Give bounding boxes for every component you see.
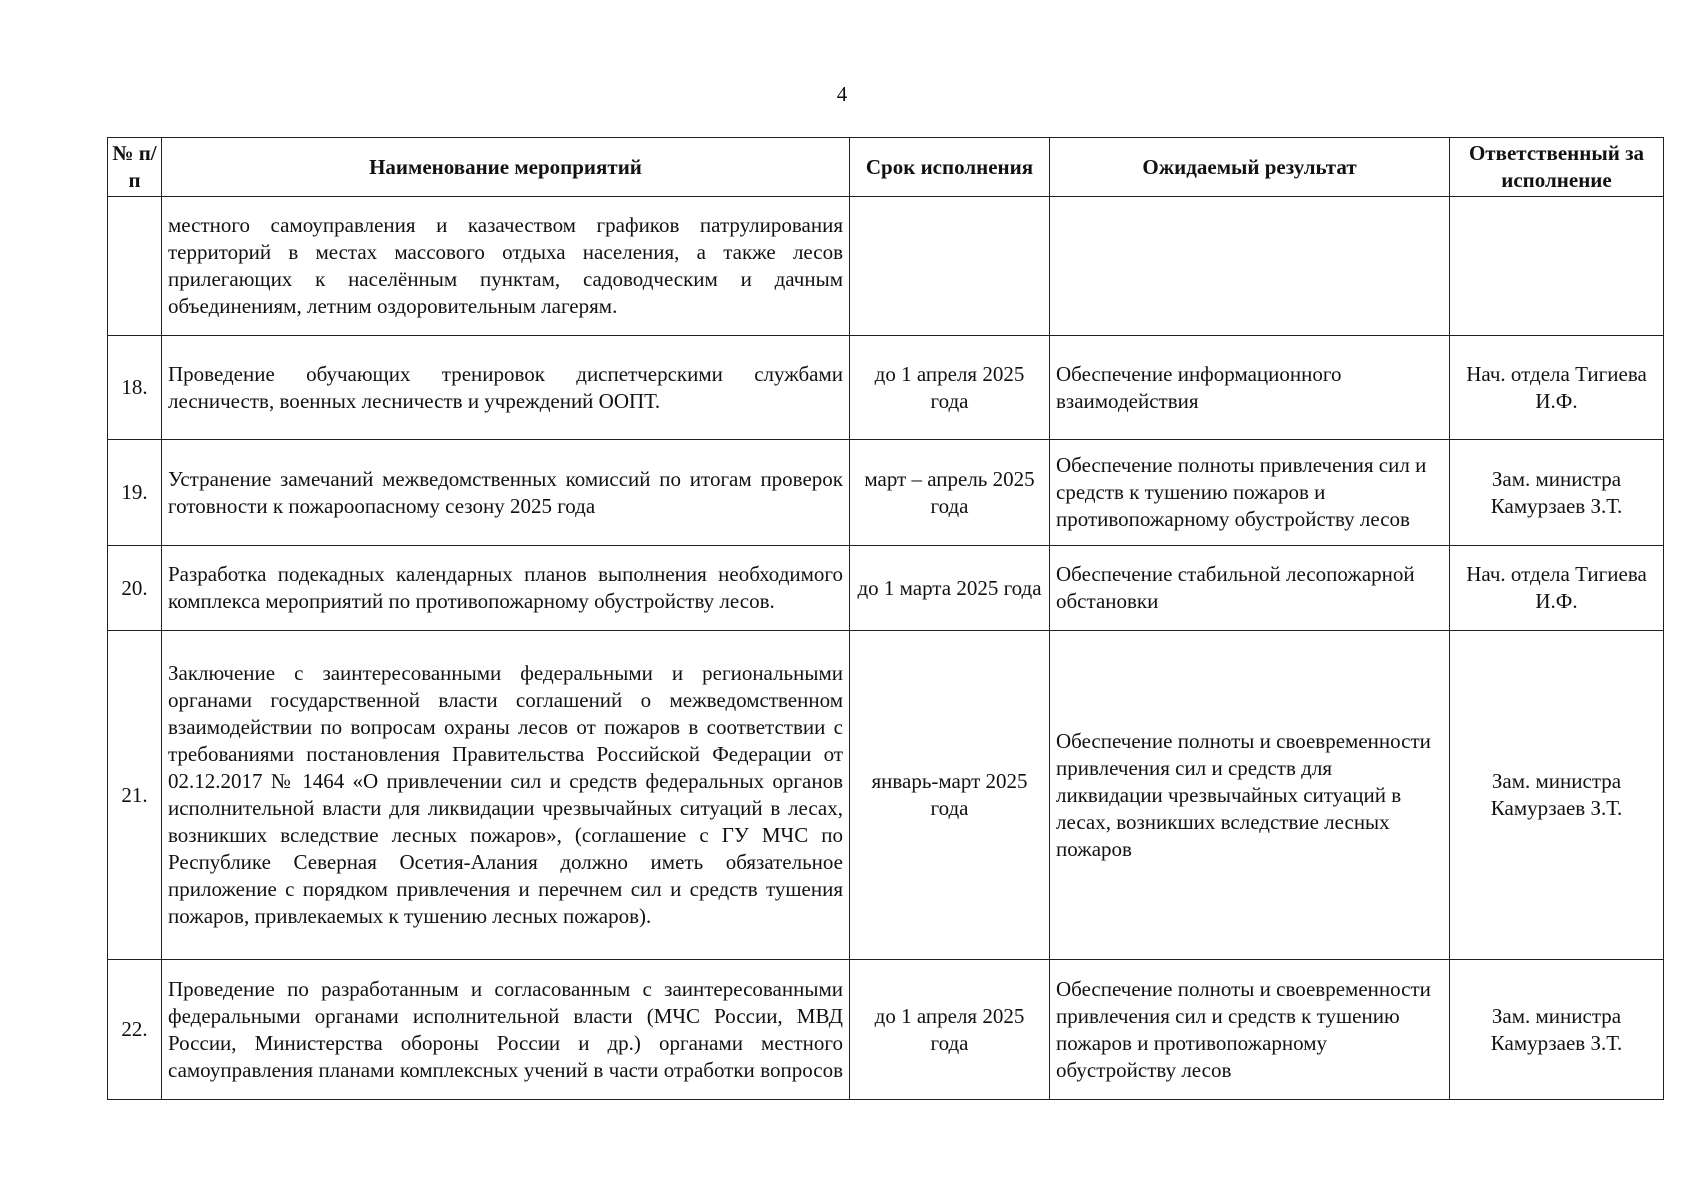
row-number: 21. <box>108 631 162 960</box>
event-result: Обеспечение информационного взаимодействия <box>1050 336 1450 440</box>
row-number <box>108 197 162 336</box>
event-result: Обеспечение полноты привлечения сил и средств к тушению пожаров и противопожарному обустройству лесов <box>1050 440 1450 546</box>
event-term: до 1 апреля 2025 года <box>850 336 1050 440</box>
table-row <box>108 546 1664 631</box>
table-row <box>108 631 1664 960</box>
event-responsible: Зам. министра Камурзаев З.Т. <box>1450 631 1664 960</box>
event-term: до 1 апреля 2025 года <box>850 960 1050 1100</box>
table-row <box>108 336 1664 440</box>
event-term <box>850 197 1050 336</box>
event-name: Разработка подекадных календарных планов выполнения необходимого комплекса мероприятий по противопожарному обустройству лесов. <box>162 546 850 631</box>
event-name: местного самоуправления и казачеством графиков патрулирования территорий в местах массового отдыха населения, а также лесов прилегающих к населённым пунктам, садоводческим и дачным объединениям, летним оздоровительным лагерям. <box>162 197 850 336</box>
header-num: № п/п <box>108 138 162 197</box>
row-number: 20. <box>108 546 162 631</box>
header-name: Наименование мероприятий <box>162 138 850 197</box>
header-term: Срок исполнения <box>850 138 1050 197</box>
table-row <box>108 197 1664 336</box>
events-table <box>107 137 1664 1100</box>
event-result: Обеспечение полноты и своевременности привлечения сил и средств к тушению пожаров и противопожарному обустройству лесов <box>1050 960 1450 1100</box>
event-result: Обеспечение стабильной лесопожарной обстановки <box>1050 546 1450 631</box>
row-number: 19. <box>108 440 162 546</box>
event-name: Устранение замечаний межведомственных комиссий по итогам проверок готовности к пожароопасному сезону 2025 года <box>162 440 850 546</box>
event-result <box>1050 197 1450 336</box>
event-term: январь-март 2025 года <box>850 631 1050 960</box>
event-responsible: Нач. отдела Тигиева И.Ф. <box>1450 546 1664 631</box>
event-responsible: Нач. отдела Тигиева И.Ф. <box>1450 336 1664 440</box>
row-number: 22. <box>108 960 162 1100</box>
event-name: Заключение с заинтересованными федеральными и региональными органами государственной власти соглашений о межведомственном взаимодействии по вопросам охраны лесов от пожаров в соответствии с требованиями постановления Правительства Российской Федерации от 02.12.2017 № 1464 «О привлечении сил и средств федеральных органов исполнительной власти для ликвидации чрезвычайных ситуаций в лесах, возникших вследствие лесных пожаров», (соглашение с ГУ МЧС по Республике Северная Осетия-Алания должно иметь обязательное приложение с порядком привлечения и перечнем сил и средств тушения пожаров, привлекаемых к тушению лесных пожаров). <box>162 631 850 960</box>
event-name: Проведение по разработанным и согласованным с заинтересованными федеральными органами исполнительной власти (МЧС России, МВД России, Министерства обороны России и др.) органами местного самоуправления планами комплексных учений в части отработки вопросов <box>162 960 850 1100</box>
header-result: Ожидаемый результат <box>1050 138 1450 197</box>
event-term: до 1 марта 2025 года <box>850 546 1050 631</box>
page-number: 4 <box>836 82 848 106</box>
header-responsible: Ответственный за исполнение <box>1450 138 1664 197</box>
row-number: 18. <box>108 336 162 440</box>
table-row <box>108 440 1664 546</box>
event-result: Обеспечение полноты и своевременности привлечения сил и средств для ликвидации чрезвычайных ситуаций в лесах, возникших вследствие лесных пожаров <box>1050 631 1450 960</box>
event-responsible: Зам. министра Камурзаев З.Т. <box>1450 960 1664 1100</box>
table-header-row <box>108 138 1664 197</box>
event-responsible <box>1450 197 1664 336</box>
event-name: Проведение обучающих тренировок диспетчерскими службами лесничеств, военных лесничеств и учреждений ООПТ. <box>162 336 850 440</box>
event-term: март – апрель 2025 года <box>850 440 1050 546</box>
table-row <box>108 960 1664 1100</box>
event-responsible: Зам. министра Камурзаев З.Т. <box>1450 440 1664 546</box>
